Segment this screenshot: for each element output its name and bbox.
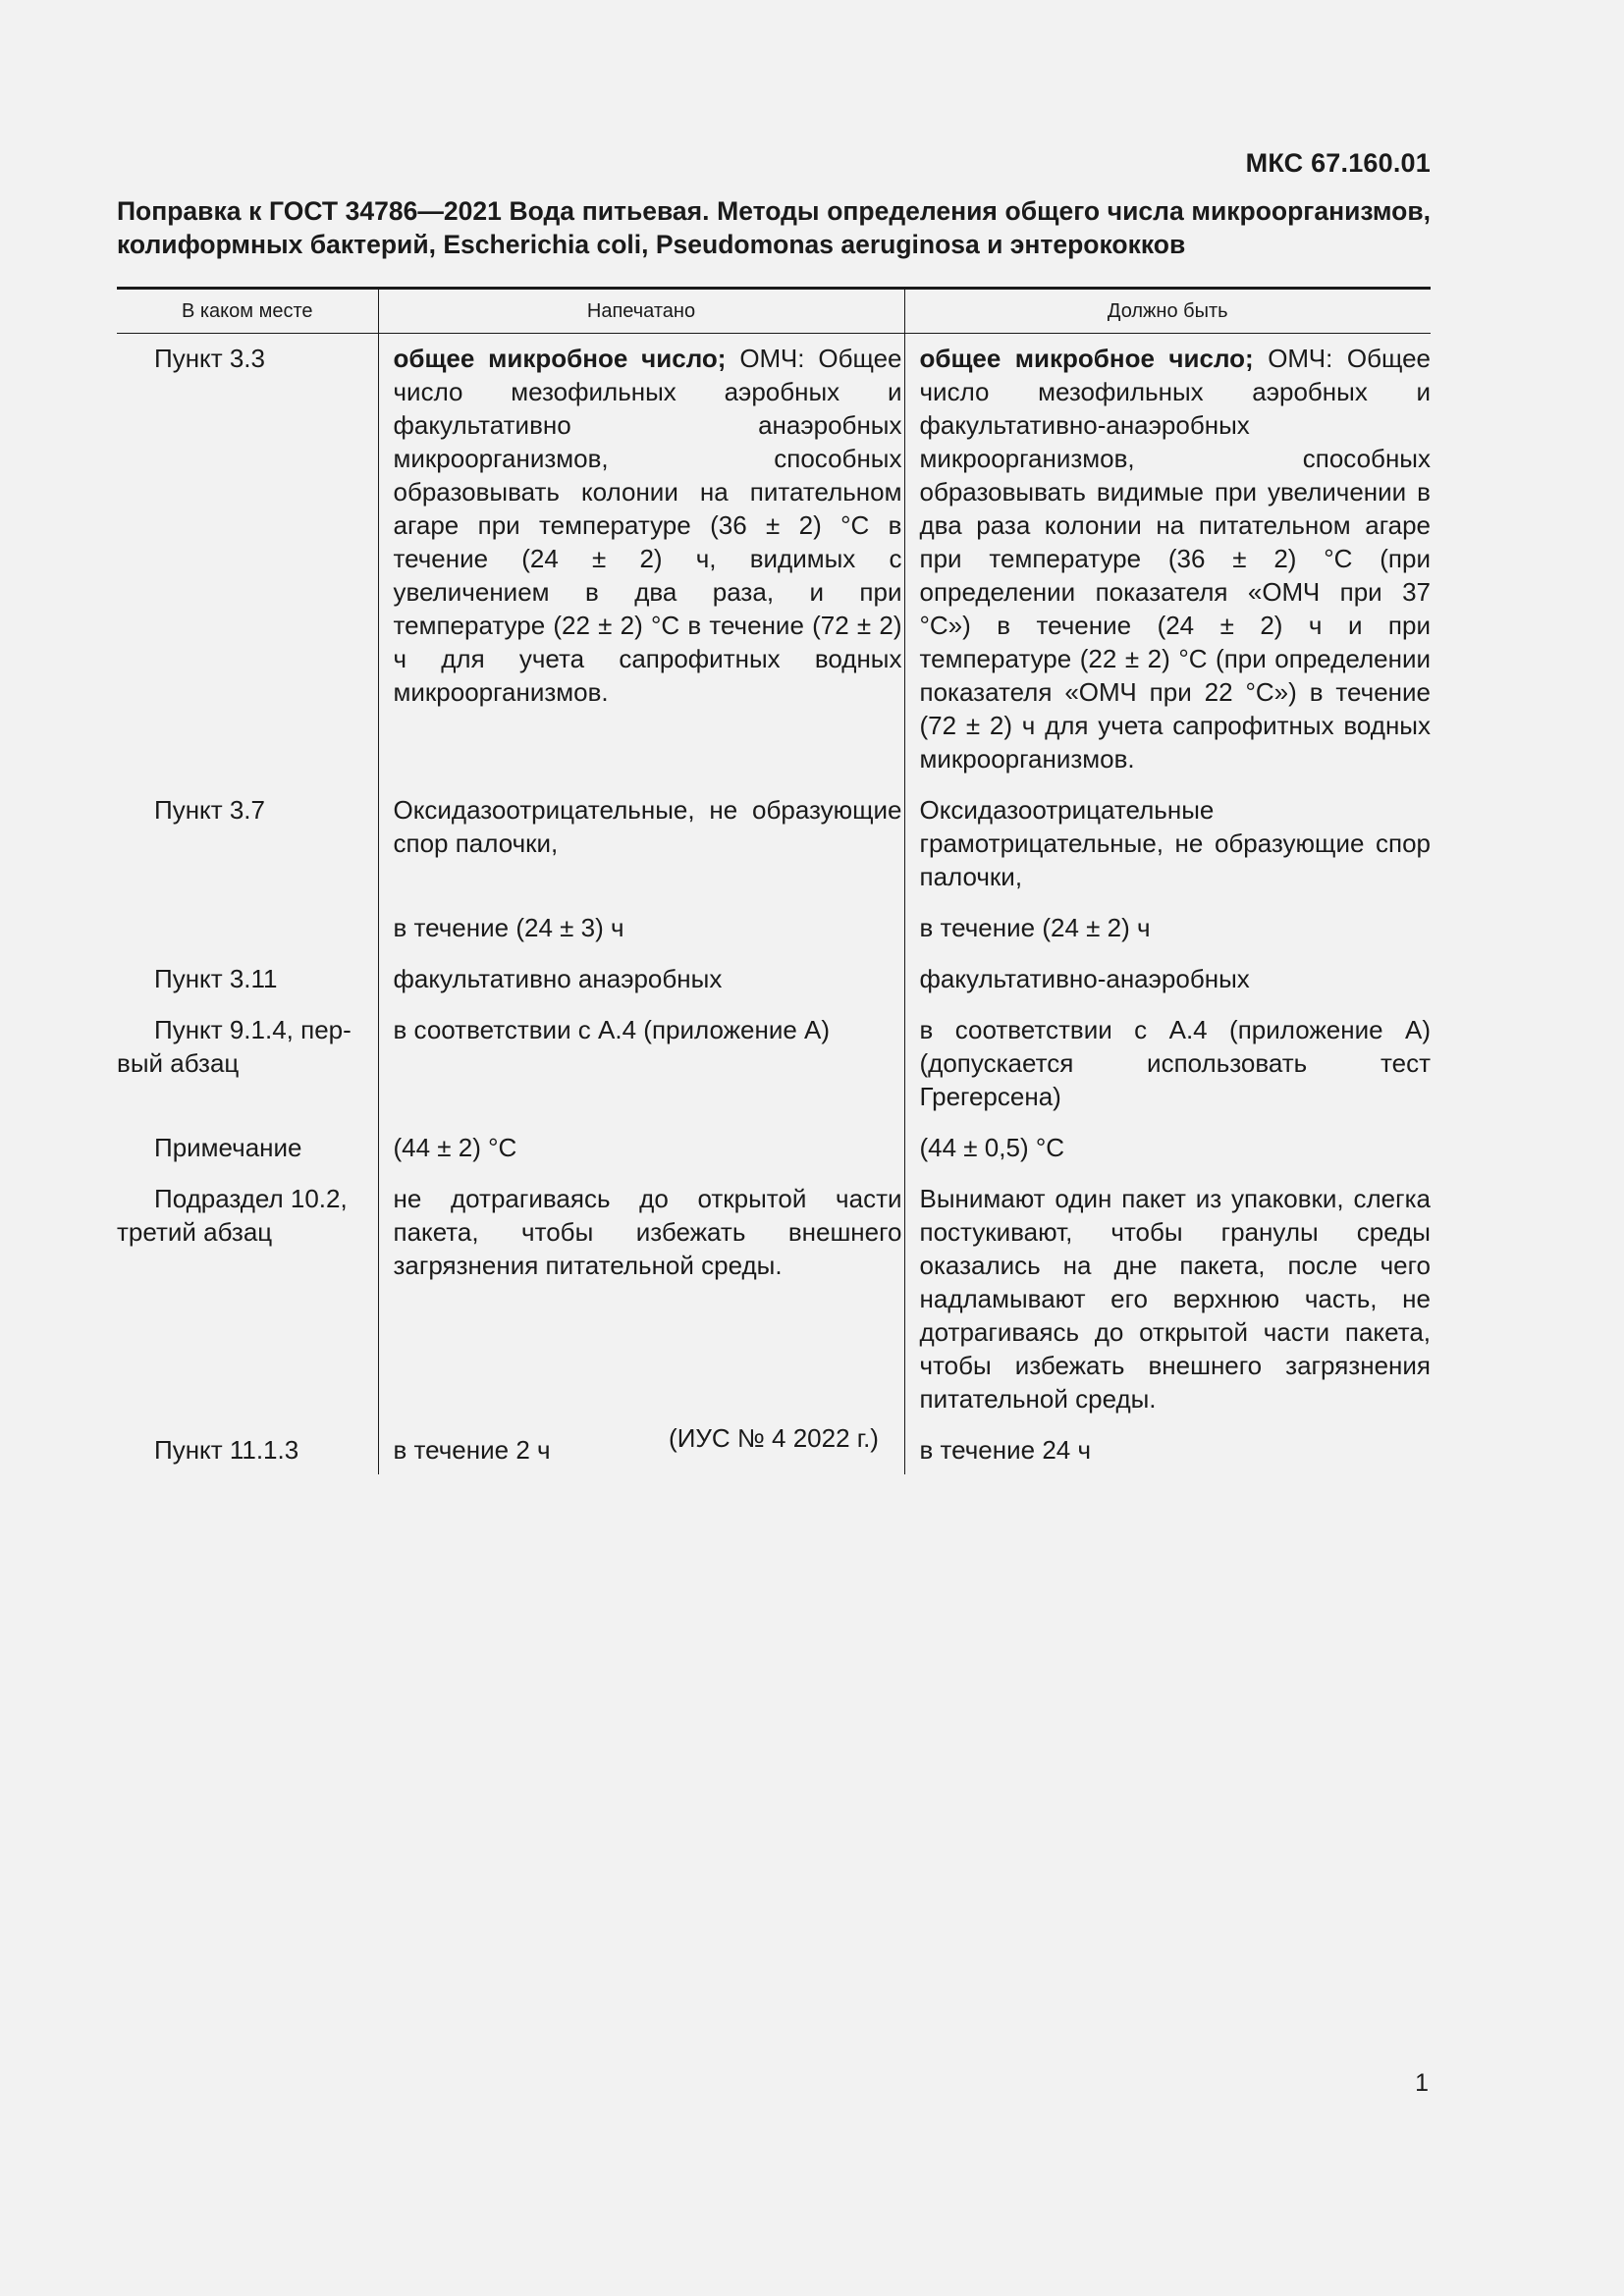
where-line-1: Пункт 9.1.4, пер- (154, 1015, 352, 1044)
cell-correct (904, 334, 1431, 776)
row-gap (117, 1113, 1431, 1131)
cell-where: Пункт 3.11 (154, 964, 278, 993)
table-row (117, 334, 1431, 776)
table-row (117, 1013, 1431, 1113)
cell-where (117, 1013, 378, 1113)
cell-printed: в течение (24 ± 3) ч (378, 911, 904, 944)
cell-text: ОМЧ: Общее число мезофильных аэробных и факультативно-анаэробных микроорганизмов, способных образовывать видимые при увеличении в два раза колонии на питательном агаре при температуре (36 ± 2) °C (при определении показателя «ОМЧ при 37 °C») в течение (24 ± 2) ч и при температуре (22 ± 2) °C (при определении показателя «ОМЧ при 22 °C») в течение (72 ± 2) ч для учета сапрофитных водных микроорганизмов. (919, 344, 1431, 774)
where-line-2: вый абзац (117, 1048, 240, 1078)
page-number: 1 (1415, 2069, 1429, 2097)
column-header-printed: Напечатано (378, 289, 904, 334)
mks-code: МКС 67.160.01 (1245, 148, 1431, 178)
cell-printed (378, 334, 904, 776)
table-header-row (117, 289, 1431, 334)
cell-printed: в течение 2 ч (378, 1433, 904, 1467)
table-row (117, 1182, 1431, 1415)
row-gap (117, 944, 1431, 962)
cell-text: ОМЧ: Общее число мезофильных аэробных и факультативно анаэробных микроорганизмов, способных образовывать колонии на питательном агаре при температуре (36 ± 2) °C в течение (24 ± 2) ч, видимых с увеличением в два раза, и при температуре (22 ± 2) °C в течение (72 ± 2) ч для учета сапрофитных водных микроорганизмов. (393, 344, 902, 707)
cell-where: Примечание (154, 1133, 302, 1162)
row-gap (117, 1164, 1431, 1182)
cell-correct: (44 ± 0,5) °C (904, 1131, 1431, 1164)
document-title: Поправка к ГОСТ 34786—2021 Вода питьевая. Методы определения общего числа микроорганизмов, колиформных бактерий, Escherichia coli, Pseudomonas aeruginosa и энтерококков (117, 196, 1431, 259)
term-bold: общее микробное число; (393, 344, 727, 373)
cell-where: Пункт 11.1.3 (154, 1435, 299, 1465)
where-line-1: Подраздел 10.2, (154, 1184, 348, 1213)
where-line-2: третий абзац (117, 1217, 273, 1247)
cell-printed: (44 ± 2) °C (378, 1131, 904, 1164)
cell-printed: в соответствии с А.4 (приложение А) (378, 1013, 904, 1113)
cell-correct: в соответствии с А.4 (приложение А) (допускается использовать тест Грегерсена) (904, 1013, 1431, 1113)
ius-reference: (ИУС № 4 2022 г.) (669, 1423, 879, 1453)
row-gap (117, 775, 1431, 793)
amendment-table (117, 287, 1431, 1474)
table-row (117, 1131, 1431, 1164)
table-row (117, 793, 1431, 893)
cell-printed: Оксидазоотрицательные, не образующие спор палочки, (378, 793, 904, 893)
cell-correct: в течение 24 ч (904, 1433, 1431, 1467)
table-row (117, 911, 1431, 944)
cell-where (117, 1182, 378, 1415)
row-gap (117, 1467, 1431, 1474)
table-row (117, 962, 1431, 995)
cell-correct: факультативно-анаэробных (904, 962, 1431, 995)
cell-correct: в течение (24 ± 2) ч (904, 911, 1431, 944)
document-page (117, 0, 1431, 2296)
cell-printed: не дотрагиваясь до открытой части пакета, чтобы избежать внешнего загрязнения питательной среды. (378, 1182, 904, 1415)
cell-correct: Вынимают один пакет из упаковки, слегка постукивают, чтобы гранулы среды оказались на дне пакета, после чего надламывают его верхнюю часть, не дотрагиваясь до открытой части пакета, чтобы избежать внешнего загрязнения питательной среды. (904, 1182, 1431, 1415)
row-gap (117, 995, 1431, 1013)
column-header-where: В каком месте (117, 289, 378, 334)
cell-correct: Оксидазоотрицательные грамотрицательные, не образующие спор палочки, (904, 793, 1431, 893)
cell-where: Пункт 3.3 (154, 344, 265, 373)
column-header-correct: Должно быть (904, 289, 1431, 334)
cell-where (117, 911, 378, 944)
term-bold: общее микробное число; (919, 344, 1254, 373)
row-gap (117, 893, 1431, 911)
cell-printed: факультативно анаэробных (378, 962, 904, 995)
cell-where: Пункт 3.7 (154, 795, 265, 825)
